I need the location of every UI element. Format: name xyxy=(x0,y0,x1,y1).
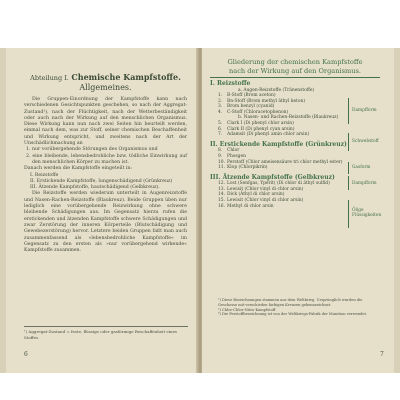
state-tag: Dampfform xyxy=(352,181,377,186)
section-heading xyxy=(24,72,187,83)
body-text xyxy=(24,97,187,254)
agent-row: 12. Lost (Senfgas, Yperit) (Di chlor di äthyl sulfid) xyxy=(218,181,330,187)
group-brace xyxy=(348,162,349,174)
agent-row: 6. Clark II (Di phenyl cyan arsin) xyxy=(218,126,295,132)
state-tag: Dampfform xyxy=(352,108,377,113)
group-heading: I. Reizstoffe xyxy=(210,80,251,87)
agent-row: 5. Clark I (Di phenyl chlor arsin) xyxy=(218,121,294,127)
agent-row: 14. Dick (Äthyl di chlor arsin) xyxy=(218,192,285,198)
section-title: Chemische Kampfstoffe. xyxy=(71,72,181,82)
group-brace xyxy=(348,98,349,124)
group-brace xyxy=(348,133,349,151)
paragraph: Danach werden die Kampfstoffe eingeteilt in: xyxy=(24,166,132,172)
agent-row: 2. Bn-Stoff (Brom methyl äthyl keton) xyxy=(218,98,306,104)
agent-row: 11. Klop (Chlorpikrin) xyxy=(218,165,268,171)
agent-row: 16. Methyl di chlor arsin xyxy=(218,203,274,209)
group-heading: II. Erstickende Kampfstoffe (Grünkreuz) xyxy=(210,140,347,148)
state-tag: Gasform xyxy=(352,165,371,170)
category-item: II. Erstickende Kampfstoffe, lungenschädigend (Grünkreuz) xyxy=(30,178,173,184)
table-notes xyxy=(218,298,378,317)
agent-row: 3. Brom benzyl (cyanid) xyxy=(218,104,275,110)
left-page xyxy=(6,48,198,373)
agent-row: 10. Perstoff (Chlor ameisensäure tri chlor methyl ester) xyxy=(218,159,343,165)
table-title-line: Gliederung der chemischen Kampfstoffe xyxy=(227,58,363,66)
paragraph: Die Gruppen-Einordnung der Kampfstoffe kann nach verschiedenen Gesichtspunkten geschehen, so nach der Aggregat-Zustand¹), nach der Flüchtigkeit, nach der Wetterbeständigkeit oder auch nach der Wirkung auf den menschlichen Organismus. Diese Wirkung kann nun nach zwei Seiten hin beurteilt werden, einmal nach dem, was zur Stoff, seiner chemischen Beschaffenheit und Wirkung entspricht, und zweitens nach der Art der Unschädlichmachung an xyxy=(24,97,187,147)
paragraph: Die Reizstoffe werden wiederum unterteilt in Augenreizstoffe und Nasen-Rachen-Reizstoffe (Blaukreuz). Beide Gruppen üben nur lediglich eine vorübergehende Reizwirkung ohne schwere bleibende Schädigungen aus. Im Gegensatz hierzu rufen die erstickenden und ätzenden Kampfstoffe schwere Schädigungen und zwar Zerstörung der inneren Körperteile (Blutschädigung und Gewebezerstörung) hervor. Letztere beiden Gruppen faßt man auch zusammenfassend als »lebensbedrohliche Kampfstoffe« im Gegensatz zu den ersten als »nur vorübergehend wirkende« Kampfstoffe zusammen. xyxy=(24,191,187,254)
right-page xyxy=(202,48,394,373)
group-heading: III. Ätzende Kampfstoffe (Gelbkreuz) xyxy=(210,173,335,181)
note: ¹) Diese Bezeichnungen stammen aus dem Weltkrieg. Ursprünglich wurden die Geschosse mit verschieden farbigen Kreuzen gekennzeichnet. xyxy=(218,298,363,307)
agent-row: 7. Adamsit (Di phenyl amin chlor arsin) xyxy=(218,132,310,138)
table-title xyxy=(210,58,380,75)
category-item: III. Ätzende Kampfstoffe, hautschädigend (Gelbkreuz). xyxy=(30,185,160,191)
page-number: 7 xyxy=(380,351,384,358)
agent-row: 8. Chlor xyxy=(218,148,240,154)
subgroup-heading: a. Augen-Reizstoffe (Tränenstoffe) xyxy=(238,87,315,93)
category-item: I. Reizstoffe xyxy=(30,172,59,178)
agent-row: 15. Lewisit (Chlor vinyl di chlor arsin) xyxy=(218,198,304,203)
state-tag: Schwebstoff xyxy=(352,139,379,144)
note: ³) Die Perstoffbezeichnung ist von der Weltkriegs-Fabrik der Munition verwendet. xyxy=(218,312,368,317)
agent-row: 4. C-Stoff (Chloracetophenon) xyxy=(218,109,289,115)
group-brace xyxy=(348,200,349,228)
list-item: 2. eine bleibende, lebensbedrohliche bzw. tödliche Einwirkung auf den menschlichen Körper zu machen ist. xyxy=(26,153,187,165)
list-item: 1. nur vorübergehende Störungen des Organismus und xyxy=(26,147,158,153)
table-title-line: nach der Wirkung auf den Organismus. xyxy=(229,66,361,75)
state-tag: Ölige Flüssigkeiten xyxy=(352,208,382,218)
subgroup-heading: b. Nasen- und Rachen-Reizstoffe (Blaukreuz) xyxy=(238,115,339,121)
agent-row: 1. B-Stoff (Brom aceton) xyxy=(218,93,276,99)
subheading: Allgemeines. xyxy=(79,83,132,92)
group-brace xyxy=(348,176,349,190)
footnote: ¹) Aggregat-Zustand = feste, flüssige oder gasförmige Beschaffenheit eines Stoffes. xyxy=(24,326,188,340)
note: ²) Chlor-Chlor-Nitro-Kampfstoff xyxy=(218,307,276,312)
section-label: Abteilung I. xyxy=(30,74,69,82)
agent-row: 9. Phosgen xyxy=(218,153,246,159)
agent-row: 13. Lewisit (Chlor vinyl di chlor arsin) xyxy=(218,186,304,192)
book-spread xyxy=(0,48,400,373)
page-number: 6 xyxy=(24,351,28,358)
title-rule xyxy=(210,77,380,78)
